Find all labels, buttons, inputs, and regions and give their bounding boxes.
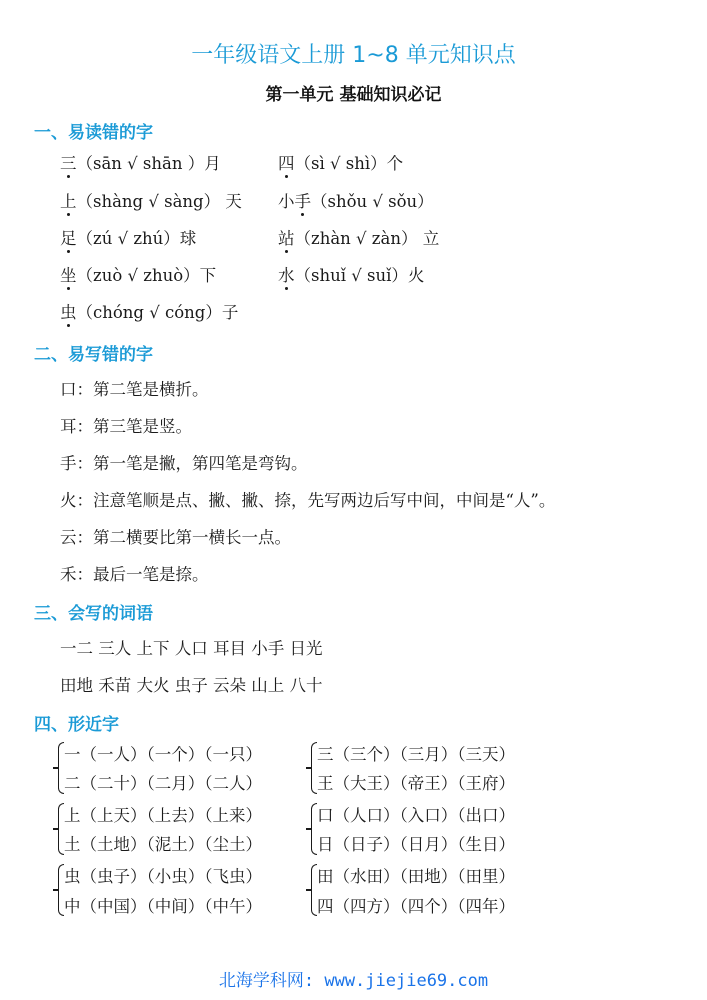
writing-item: 耳：第三笔是竖。 xyxy=(60,417,192,436)
writing-item: 云：第二横要比第一横长一点。 xyxy=(60,528,291,547)
pinyin-item: 水（shuǐ √ suǐ）火 xyxy=(278,262,424,286)
similar-row: 土（土地）（泥土）（尘土） xyxy=(64,835,262,854)
similar-row: 二（二十）（二月）（二人） xyxy=(64,774,262,793)
similar-row: 三（三个）（三月）（三天） xyxy=(317,745,515,764)
similar-row: 口（人口）（入口）（出口） xyxy=(317,806,515,825)
pinyin-item: 坐（zuò √ zhuò）下 xyxy=(60,262,216,286)
section-heading-words: 三、会写的词语 xyxy=(34,604,153,624)
similar-row: 四（四方）（四个）（四年） xyxy=(317,897,515,916)
writing-item: 火：注意笔顺是点、撇、撇、捺，先写两边后写中间，中间是“人”。 xyxy=(60,491,556,510)
pinyin-item: 四（sì √ shì）个 xyxy=(278,150,403,174)
similar-row: 虫（虫子）（小虫）（飞虫） xyxy=(64,867,262,886)
unit-subtitle: 第一单元 基础知识必记 xyxy=(265,85,442,105)
pinyin-item: 虫（chóng √ cóng）子 xyxy=(60,299,238,323)
pinyin-item: 足（zú √ zhú）球 xyxy=(60,225,196,249)
writing-item: 手：第一笔是撇，第四笔是弯钩。 xyxy=(60,454,308,473)
section-heading-similar: 四、形近字 xyxy=(34,715,119,735)
footer-watermark-link[interactable]: 北海学科网: www.jiejie69.com xyxy=(218,971,489,991)
word-row: 一二 三人 上下 人口 耳目 小手 日光 xyxy=(60,639,323,658)
word-row: 田地 禾苗 大火 虫子 云朵 山上 八十 xyxy=(60,676,323,695)
section-heading-pinyin: 一、易读错的字 xyxy=(34,123,153,143)
similar-row: 王（大王）（帝王）（王府） xyxy=(317,774,515,793)
section-heading-writing: 二、易写错的字 xyxy=(34,345,153,365)
similar-row: 上（上天）（上去）（上来） xyxy=(64,806,262,825)
similar-row: 中（中国）（中间）（中午） xyxy=(64,897,262,916)
writing-item: 禾：最后一笔是捺。 xyxy=(60,565,209,584)
pinyin-item: 上（shàng √ sàng） 天 xyxy=(60,188,242,212)
pinyin-item: 站（zhàn √ zàn） 立 xyxy=(278,225,439,249)
pinyin-item: 小手（shǒu √ sǒu） xyxy=(278,188,434,212)
pinyin-item: 三（sān √ shān ）月 xyxy=(60,150,221,174)
writing-item: 口：第二笔是横折。 xyxy=(60,380,209,399)
similar-row: 日（日子）（日月）（生日） xyxy=(317,835,515,854)
similar-row: 一（一人）（一个）（一只） xyxy=(64,745,262,764)
page-title: 一年级语文上册 1~8 单元知识点 xyxy=(191,43,516,68)
similar-row: 田（水田）（田地）（田里） xyxy=(317,867,515,886)
